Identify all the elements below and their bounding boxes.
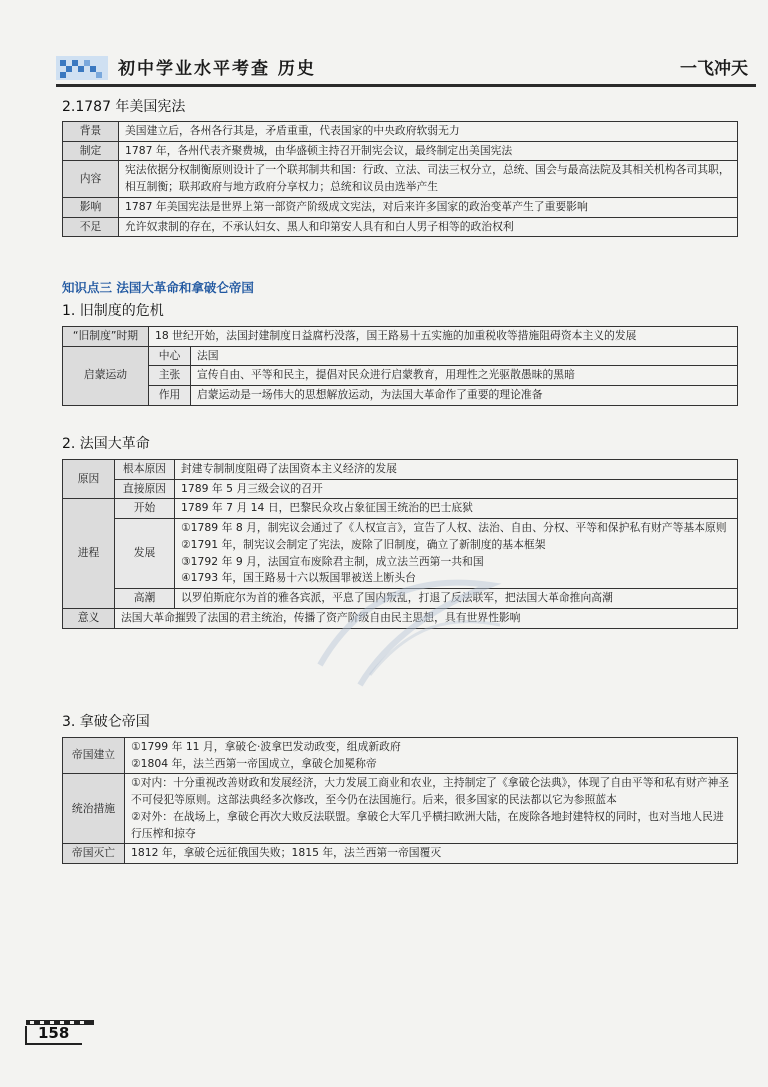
table-row [63,197,738,217]
table-row [63,122,738,142]
sub-label: 根本原因 [115,460,175,480]
checker-logo-icon [56,52,108,80]
list-item: ④1793 年，国王路易十六以叛国罪被送上断头台 [181,571,416,585]
row-text [125,738,738,774]
sub-label: 主张 [149,366,191,386]
old-regime-table [62,326,738,406]
table-row [63,161,738,197]
row-text: 法国大革命摧毁了法国的君主统治，传播了资产阶级自由民主思想，具有世界性影响 [115,608,738,628]
row-text: 封建专制制度阻碍了法国资本主义经济的发展 [175,460,738,480]
row-label: 统治措施 [63,774,125,844]
table-row [63,519,738,589]
row-text [125,844,738,864]
sub-label: 发展 [115,519,175,589]
us-constitution-heading: 2.1787 年美国宪法 [62,99,186,115]
page-number: 158 [38,1024,70,1042]
page-header [56,52,756,82]
table-row [63,141,738,161]
row-label: 制定 [63,141,119,161]
row-label: 帝国灭亡 [63,844,125,864]
brand-name: 一飞冲天 [680,59,748,79]
list-item: 1812 年，拿破仑远征俄国失败；1815 年，法兰西第一帝国覆灭 [131,846,442,860]
list-item: ②1804 年，法兰西第一帝国成立，拿破仑加冕称帝 [131,756,377,770]
table-row [63,346,738,366]
sub-label: 高潮 [115,589,175,609]
header-divider [56,84,756,87]
row-label: “旧制度”时期 [63,327,149,347]
page-number-badge [24,1018,96,1046]
row-label: 进程 [63,499,115,608]
old-regime-heading: 1. 旧制度的危机 [62,303,164,319]
row-text: 1789 年 5 月三级会议的召开 [175,479,738,499]
sub-label: 直接原因 [115,479,175,499]
table-row [63,499,738,519]
book-title: 初中学业水平考查 历史 [118,59,316,79]
sub-label: 作用 [149,386,191,406]
row-text: 美国建立后，各州各行其是，矛盾重重，代表国家的中央政府软弱无力 [119,122,738,142]
napoleon-heading: 3. 拿破仑帝国 [62,714,150,730]
list-item: ①对内：十分重视改善财政和发展经济，大力发展工商业和农业，主持制定了《拿破仑法典》，体现了自由平等和私有财产神圣不可侵犯等原则。这部法典经多次修改，至今仍在法国施行。后来，很多国家的民法都以它为参照蓝本 [131,776,730,807]
table-row [63,366,738,386]
row-label: 帝国建立 [63,738,125,774]
french-revolution-heading: 2. 法国大革命 [62,436,150,452]
list-item: ②对外：在战场上，拿破仑再次大败反法联盟。拿破仑大军几乎横扫欧洲大陆，在废除各地封建特权的同时，也对当地人民进行压榨和掠夺 [131,809,724,840]
table-row [63,386,738,406]
french-revolution-table [62,459,738,629]
row-label: 意义 [63,608,115,628]
list-item: ②1791 年，制宪议会制定了宪法，废除了旧制度，确立了新制度的基本框架 [181,537,546,551]
row-label: 不足 [63,217,119,237]
row-text: 1789 年 7 月 14 日，巴黎民众攻占象征国王统治的巴士底狱 [175,499,738,519]
row-text: 18 世纪开始，法国封建制度日益腐朽没落，国王路易十五实施的加重税收等措施阻碍资本主义的发展 [149,327,738,347]
list-item: ①1789 年 8 月，制宪议会通过了《人权宣言》，宣告了人权、法治、自由、分权、平等和保护私有财产等基本原则 [181,521,727,535]
row-text: 法国 [191,346,738,366]
table-row [63,774,738,844]
row-label: 影响 [63,197,119,217]
table-row [63,327,738,347]
table-row [63,608,738,628]
row-label: 启蒙运动 [63,346,149,405]
knowledge-point-heading: 知识点三 法国大革命和拿破仑帝国 [62,280,254,295]
list-item: ③1792 年 9 月，法国宣布废除君主制，成立法兰西第一共和国 [181,554,484,568]
table-row [63,589,738,609]
list-item: ①1799 年 11 月，拿破仑·波拿巴发动政变，组成新政府 [131,740,401,753]
sub-label: 开始 [115,499,175,519]
row-text: 以罗伯斯庇尔为首的雅各宾派，平息了国内叛乱，打退了反法联军，把法国大革命推向高潮 [175,589,738,609]
table-row [63,217,738,237]
table-row [63,479,738,499]
us-constitution-table [62,121,738,237]
table-row [63,738,738,774]
row-text: 允许奴隶制的存在，不承认妇女、黑人和印第安人具有和白人男子相等的政治权利 [119,217,738,237]
row-text: 1787 年，各州代表齐聚费城，由华盛顿主持召开制宪会议，最终制定出美国宪法 [119,141,738,161]
row-text: 宣传自由、平等和民主，提倡对民众进行启蒙教育，用理性之光驱散愚昧的黑暗 [191,366,738,386]
row-label: 背景 [63,122,119,142]
row-label: 内容 [63,161,119,197]
table-row [63,844,738,864]
row-text [175,519,738,589]
napoleon-table [62,737,738,864]
row-text [125,774,738,844]
table-row [63,460,738,480]
sub-label: 中心 [149,346,191,366]
row-text: 启蒙运动是一场伟大的思想解放运动，为法国大革命作了重要的理论准备 [191,386,738,406]
row-text: 宪法依据分权制衡原则设计了一个联邦制共和国：行政、立法、司法三权分立，总统、国会与最高法院及其相关机构各司其职，相互制衡；联邦政府与地方政府分享权力；总统和议员由选举产生 [119,161,738,197]
row-label: 原因 [63,460,115,499]
row-text: 1787 年美国宪法是世界上第一部资产阶级成文宪法，对后来许多国家的政治变革产生了重要影响 [119,197,738,217]
